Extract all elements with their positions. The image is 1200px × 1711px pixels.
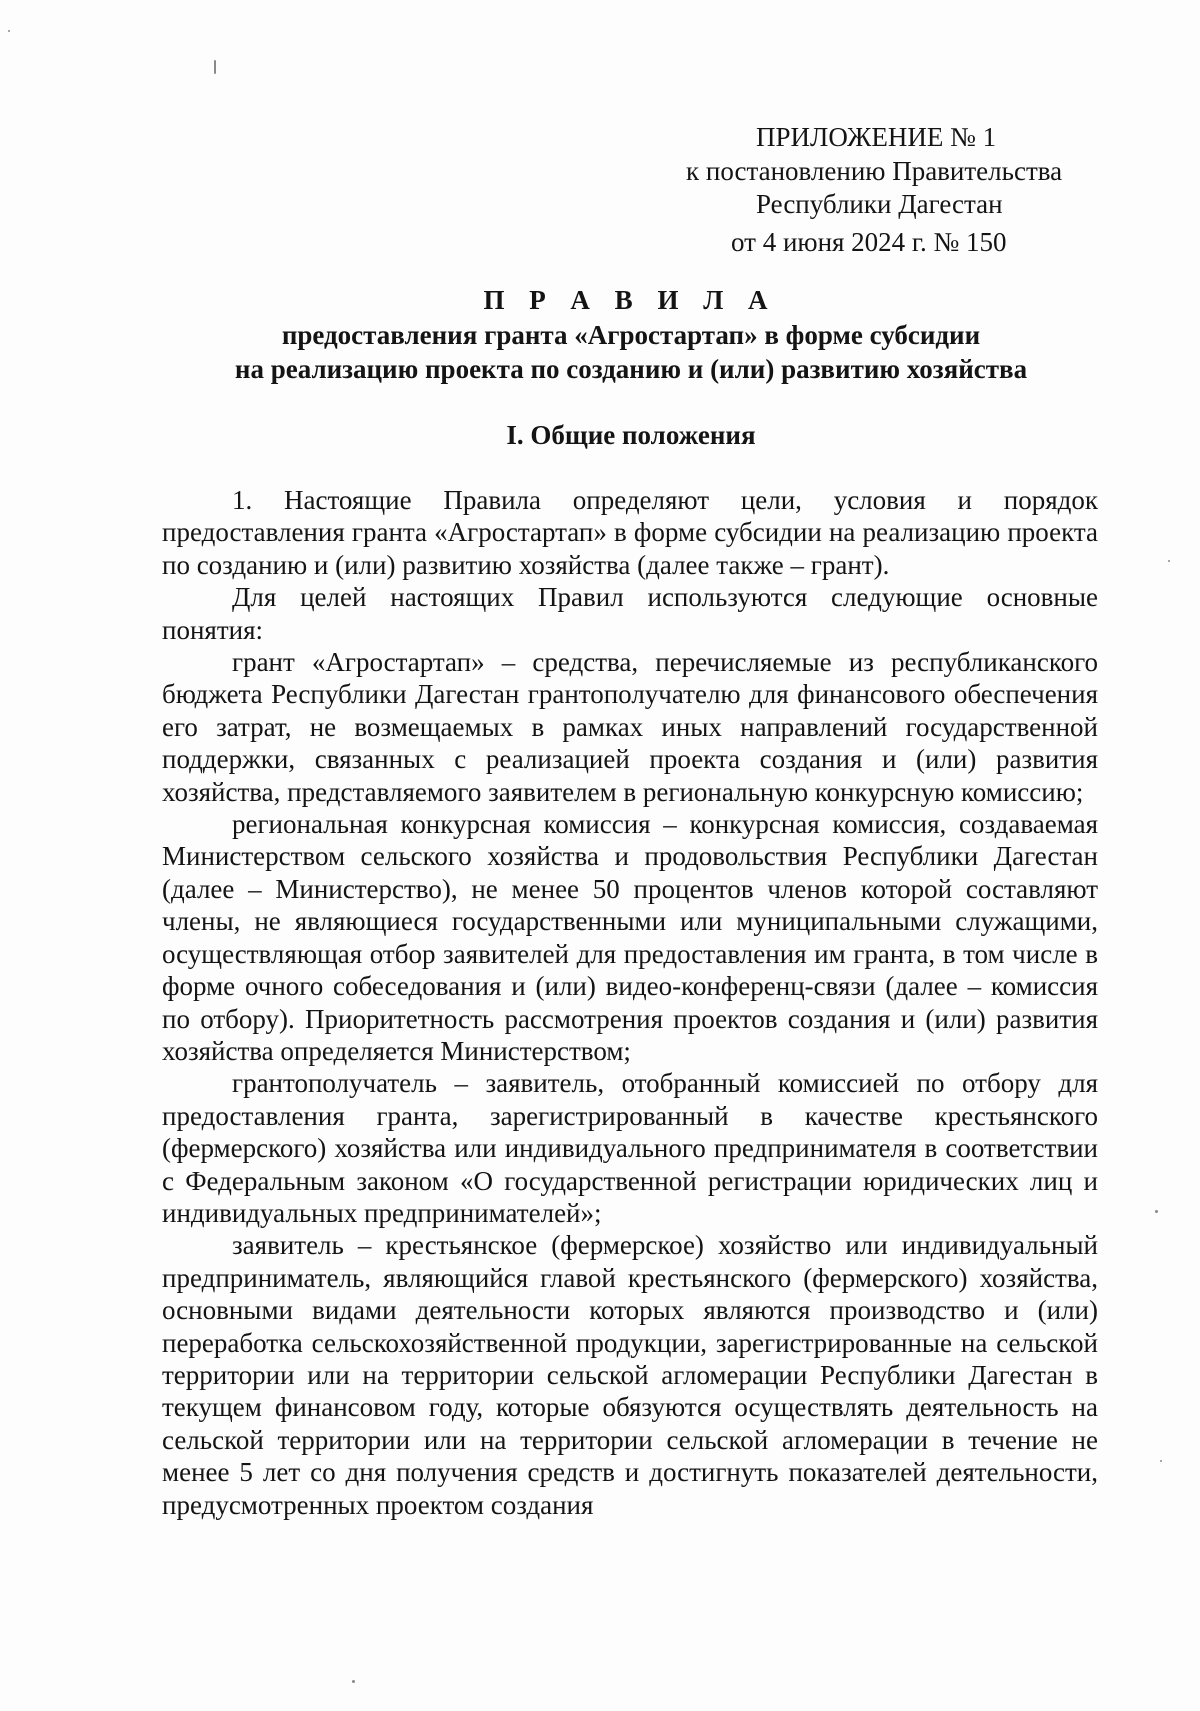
scan-speck xyxy=(1155,1210,1158,1213)
document-body xyxy=(162,484,1098,1521)
appendix-reference: к постановлению Правительства xyxy=(686,156,1063,186)
paragraph-4: региональная конкурсная комиссия – конкурсная комиссия, создаваемая Министерством сельского хозяйства и продовольствия Республики Дагестан (далее – Министерство), не менее 50 процентов членов которой составляют члены, не являющиеся государственными или муниципальными служащими, осуществляющая отбор заявителей для предоставления им гранта, в том числе в форме очного собеседования и (или) видео-конференц-связи (далее – комиссия по отбору). Приоритетность рассмотрения проектов создания и (или) развития хозяйства определяется Министерством; xyxy=(162,809,1098,1066)
paragraph-1: 1. Настоящие Правила определяют цели, условия и порядок предоставления гранта «Агростартап» в форме субсидии на реализацию проекта по созданию и (или) развитию хозяйства (далее также – грант). xyxy=(162,485,1098,580)
appendix-number: ПРИЛОЖЕНИЕ № 1 xyxy=(756,122,997,152)
appendix-region: Республики Дагестан xyxy=(756,189,1003,219)
scan-speck xyxy=(8,30,10,32)
scan-speck xyxy=(352,1680,355,1683)
document-subtitle-line-1: предоставления гранта «Агростартап» в форме субсидии xyxy=(281,320,981,350)
paragraph-2: Для целей настоящих Правил используются следующие основные понятия: xyxy=(162,582,1098,645)
section-heading: I. Общие положения xyxy=(506,420,756,450)
appendix-date: от 4 июня 2024 г. № 150 xyxy=(731,227,1007,257)
paragraph-3: грант «Агростартап» – средства, перечисляемые из республиканского бюджета Республики Дагестан грантополучателю для финансового обеспечения его затрат, не возмещаемых в рамках иных направлений государственной поддержки, связанных с реализацией проекта создания и (или) развития хозяйства, представляемого заявителем в региональную конкурсную комиссию; xyxy=(162,647,1098,807)
scan-speck xyxy=(1168,560,1170,562)
scan-speck xyxy=(214,60,216,74)
paragraph-5: грантополучатель – заявитель, отобранный комиссией по отбору для предоставления гранта, зарегистрированный в качестве крестьянского (фермерского) хозяйства или индивидуального предпринимателя в соответствии с Федеральным законом «О государственной регистрации юридических лиц и индивидуальных предпринимателей»; xyxy=(162,1068,1098,1228)
paragraph-6: заявитель – крестьянское (фермерское) хозяйство или индивидуальный предприниматель, являющийся главой крестьянского (фермерского) хозяйства, основными видами деятельности которых являются производство и (или) переработка сельскохозяйственной продукции, зарегистрированные на сельской территории или на территории сельской агломерации Республики Дагестан в текущем финансовом году, которые обязуются осуществлять деятельность на сельской территории или на территории сельской агломерации в течение не менее 5 лет со дня получения средств и достигнуть показателей деятельности, предусмотренных проектом создания xyxy=(162,1230,1098,1520)
scan-speck xyxy=(1160,1460,1162,1462)
document-subtitle-line-2: на реализацию проекта по созданию и (или) развитию хозяйства xyxy=(234,354,1028,384)
document-title: П Р А В И Л А xyxy=(483,285,777,315)
